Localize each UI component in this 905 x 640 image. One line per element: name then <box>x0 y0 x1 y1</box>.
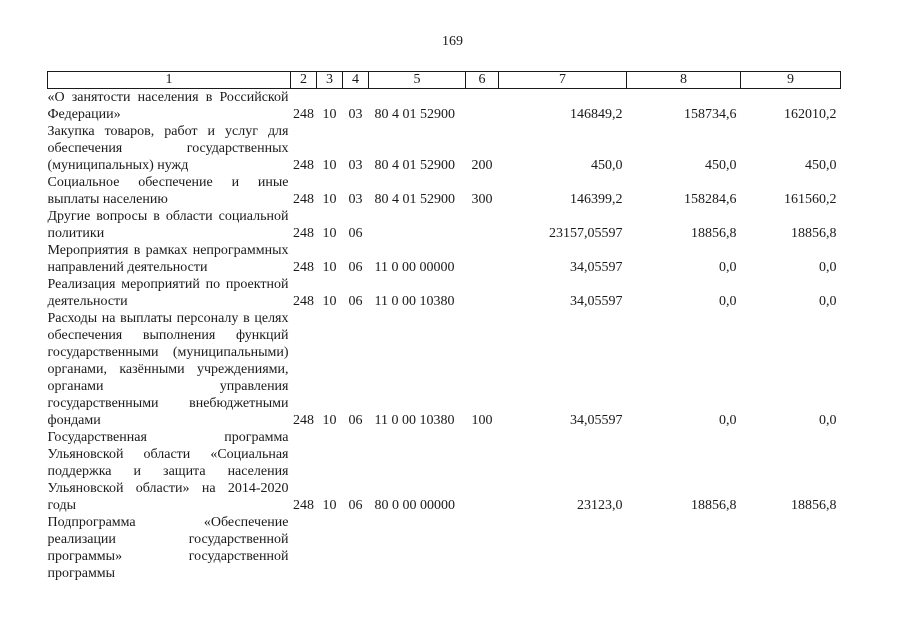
cell-target-article: 11 0 00 10380 <box>374 413 455 428</box>
row-name: Мероприятия в рамках непрограммных направлений деятельности <box>47 243 289 275</box>
cell-amount-col9: 18856,8 <box>791 498 837 513</box>
cell-amount-col7: 146849,2 <box>570 107 623 122</box>
cell-amount-col8: 0,0 <box>719 413 737 428</box>
cell-section: 10 <box>322 226 337 241</box>
header-col-4: 4 <box>343 72 369 89</box>
table-header <box>48 72 841 89</box>
cell-subsection: 03 <box>348 158 363 173</box>
row-name: Закупка товаров, работ и услуг для обеспечения государственных (муниципальных) нужд <box>47 124 289 173</box>
header-col-3: 3 <box>317 72 343 89</box>
budget-table <box>47 71 841 582</box>
row-name: Подпрограмма «Обеспечение реализации государственной программы» государственной программы <box>47 515 289 581</box>
cell-target-article <box>369 208 466 242</box>
header-row <box>48 72 841 89</box>
table-row <box>48 310 841 429</box>
cell-section: 10 <box>322 260 337 275</box>
cell-section: 10 <box>322 158 337 173</box>
row-name: «О занятости населения в Российской Федерации» <box>47 90 289 122</box>
cell-section: 10 <box>322 498 337 513</box>
row-name: Другие вопросы в области социальной политики <box>47 209 289 241</box>
cell-expense-type <box>466 276 499 310</box>
row-name: Реализация мероприятий по проектной деятельности <box>47 277 289 309</box>
cell-admin-code: 248 <box>293 260 314 275</box>
cell-expense-type <box>466 514 499 582</box>
cell-amount-col8: 18856,8 <box>691 498 737 513</box>
cell-target-article <box>369 514 466 582</box>
cell-expense-type: 300 <box>471 192 493 207</box>
table-row <box>48 276 841 310</box>
cell-admin-code: 248 <box>293 107 314 122</box>
cell-target-article: 11 0 00 00000 <box>374 260 455 275</box>
cell-admin-code: 248 <box>293 413 314 428</box>
cell-amount-col9: 0,0 <box>819 413 837 428</box>
cell-admin-code: 248 <box>293 294 314 309</box>
cell-admin-code <box>291 514 317 582</box>
table-row <box>48 242 841 276</box>
cell-amount-col7: 34,05597 <box>570 413 623 428</box>
cell-section: 10 <box>322 413 337 428</box>
table-row <box>48 174 841 208</box>
header-col-5: 5 <box>369 72 466 89</box>
header-col-2: 2 <box>291 72 317 89</box>
cell-expense-type: 100 <box>471 413 493 428</box>
cell-amount-col8: 18856,8 <box>691 226 737 241</box>
cell-amount-col7: 23157,05597 <box>549 226 623 241</box>
header-col-7: 7 <box>499 72 627 89</box>
cell-amount-col8: 450,0 <box>705 158 737 173</box>
page-number: 169 <box>442 34 463 49</box>
cell-amount-col7: 23123,0 <box>577 498 623 513</box>
cell-subsection: 06 <box>348 294 363 309</box>
cell-amount-col9: 162010,2 <box>784 107 837 122</box>
cell-expense-type <box>466 242 499 276</box>
cell-admin-code: 248 <box>293 192 314 207</box>
table-row <box>48 429 841 514</box>
cell-subsection: 06 <box>348 260 363 275</box>
cell-amount-col8: 0,0 <box>719 294 737 309</box>
cell-target-article: 80 4 01 52900 <box>374 158 455 173</box>
cell-admin-code: 248 <box>293 226 314 241</box>
cell-amount-col9: 161560,2 <box>784 192 837 207</box>
header-col-1: 1 <box>48 72 291 89</box>
row-name: Социальное обеспечение и иные выплаты населению <box>47 175 289 207</box>
cell-amount-col9: 450,0 <box>805 158 837 173</box>
cell-amount-col7: 146399,2 <box>570 192 623 207</box>
cell-section <box>317 514 343 582</box>
cell-subsection: 06 <box>348 226 363 241</box>
cell-expense-type <box>466 429 499 514</box>
header-col-8: 8 <box>627 72 741 89</box>
cell-admin-code: 248 <box>293 158 314 173</box>
cell-expense-type <box>466 208 499 242</box>
table-row <box>48 208 841 242</box>
header-col-6: 6 <box>466 72 499 89</box>
cell-target-article: 11 0 00 10380 <box>374 294 455 309</box>
cell-subsection: 06 <box>348 498 363 513</box>
table-row <box>48 89 841 124</box>
cell-amount-col9 <box>741 514 841 582</box>
cell-amount-col8: 158284,6 <box>684 192 737 207</box>
cell-target-article: 80 0 00 00000 <box>374 498 455 513</box>
cell-section: 10 <box>322 294 337 309</box>
cell-amount-col7: 34,05597 <box>570 294 623 309</box>
cell-target-article: 80 4 01 52900 <box>374 192 455 207</box>
cell-target-article: 80 4 01 52900 <box>374 107 455 122</box>
cell-amount-col7: 450,0 <box>591 158 623 173</box>
table-row <box>48 514 841 582</box>
cell-subsection: 06 <box>348 413 363 428</box>
cell-amount-col7: 34,05597 <box>570 260 623 275</box>
cell-amount-col8 <box>627 514 741 582</box>
cell-section: 10 <box>322 192 337 207</box>
cell-amount-col9: 18856,8 <box>791 226 837 241</box>
cell-subsection: 03 <box>348 107 363 122</box>
cell-admin-code: 248 <box>293 498 314 513</box>
cell-section: 10 <box>322 107 337 122</box>
row-name: Государственная программа Ульяновской области «Социальная поддержка и защита населения Ульяновской области» на 2014-2020 годы <box>47 430 289 513</box>
cell-amount-col9: 0,0 <box>819 260 837 275</box>
cell-expense-type: 200 <box>471 158 493 173</box>
cell-amount-col8: 158734,6 <box>684 107 737 122</box>
cell-subsection <box>343 514 369 582</box>
cell-expense-type <box>466 89 499 124</box>
table-row <box>48 123 841 174</box>
cell-amount-col7 <box>499 514 627 582</box>
header-col-9: 9 <box>741 72 841 89</box>
cell-amount-col9: 0,0 <box>819 294 837 309</box>
table-body <box>48 89 841 583</box>
row-name: Расходы на выплаты персоналу в целях обеспечения выполнения функций государственными (муниципальными) органами, казёнными учреждениями, органами управления государственными внебюджетными фондами <box>47 311 289 428</box>
cell-amount-col8: 0,0 <box>719 260 737 275</box>
cell-subsection: 03 <box>348 192 363 207</box>
